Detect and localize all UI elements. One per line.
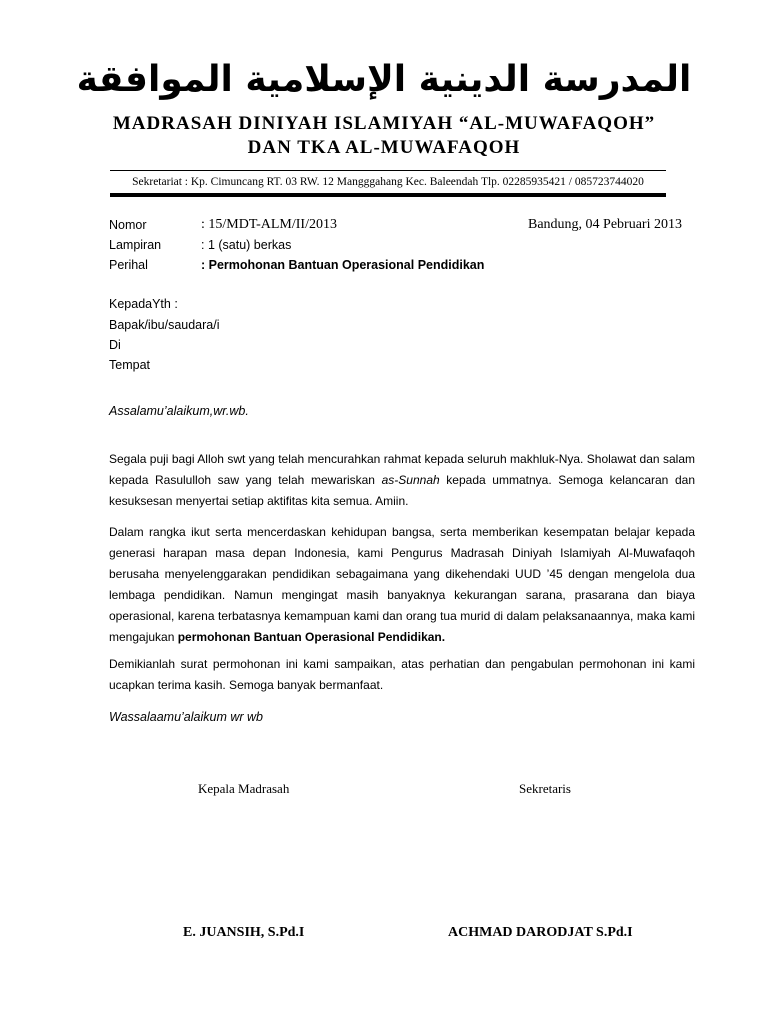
lampiran-value: : 1 (satu) berkas (201, 238, 292, 252)
letter-date: Bandung, 04 Pebruari 2013 (528, 217, 682, 232)
school-title-line2: DAN TKA AL-MUWAFAQOH (247, 137, 521, 158)
secretariat-address: Sekretariat : Kp. Cimuncang RT. 03 RW. 12 Mangggahang Kec. Baleendah Tlp. 02285935421 / 085723744020 (132, 176, 644, 188)
school-title-line1: MADRASAH DINIYAH ISLAMIYAH “AL-MUWAFAQOH” (112, 113, 656, 134)
p1-text-b: kepada ummatnya. Semoga kelancaran dan kesuksesan menyertai setiap aktifitas kita semua. Amiin. (109, 473, 695, 508)
body-paragraph-2 (109, 522, 695, 648)
address-line4: Tempat (109, 358, 150, 372)
greeting: Assalamu’alaikum,wr.wb. (109, 404, 249, 418)
header-rule-thin (110, 170, 666, 171)
body-paragraph-3: Demikianlah surat permohonan ini kami sampaikan, atas perhatian dan pengabulan permohonan ini kami ucapkan terima kasih. Semoga banyak bermanfaat. (109, 657, 695, 692)
nomor-value: : 15/MDT-ALM/II/2013 (201, 217, 337, 232)
address-line1: KepadaYth : (109, 297, 178, 311)
p1-italic: as-Sunnah (381, 473, 440, 487)
perihal-label: Perihal (109, 258, 148, 272)
signature-left-name: E. JUANSIH, S.Pd.I (183, 925, 305, 940)
lampiran-label: Lampiran (109, 238, 162, 252)
p1-text-a: Segala puji bagi Alloh swt yang telah mencurahkan rahmat kepada seluruh makhluk-Nya. Sholawat dan salam kepada Rasululloh saw yang telah mewariskan (109, 452, 695, 487)
signature-right-title: Sekretaris (519, 781, 571, 796)
signature-right-name: ACHMAD DARODJAT S.Pd.I (448, 925, 633, 940)
address-line3: Di (109, 338, 121, 352)
signature-left-title: Kepala Madrasah (198, 781, 290, 796)
body-paragraph-1 (109, 449, 695, 512)
address-line2: Bapak/ibu/saudara/i (109, 318, 220, 332)
closing: Wassalaamu’alaikum wr wb (109, 710, 263, 724)
p2-bold: permohonan Bantuan Operasional Pendidikan. (177, 630, 446, 644)
arabic-title: المدرسة الدينية الإسلامية الموافقة (76, 59, 692, 100)
p2-text-a: Dalam rangka ikut serta mencerdaskan kehidupan bangsa, serta memberikan kesempatan belajar kepada generasi harapan masa depan Indonesia, kami Pengurus Madrasah Diniyah Islamiyah Al-Muwafaqoh berusaha menyelenggarakan pendidikan sebagaimana yang dikehendaki UUD ’45 dengan mengelola dua lembaga pendidikan. Namun mengingat masih banyaknya kekurangan sarana, prasarana dan biaya operasional, karena terbatasnya kemampuan kami dan orang tua murid di dalam pelaksanaannya, maka kami mengajukan (109, 525, 695, 644)
nomor-label: Nomor (109, 218, 147, 232)
header-rule-thick (110, 193, 666, 197)
perihal-value: : Permohonan Bantuan Operasional Pendidikan (201, 258, 485, 272)
